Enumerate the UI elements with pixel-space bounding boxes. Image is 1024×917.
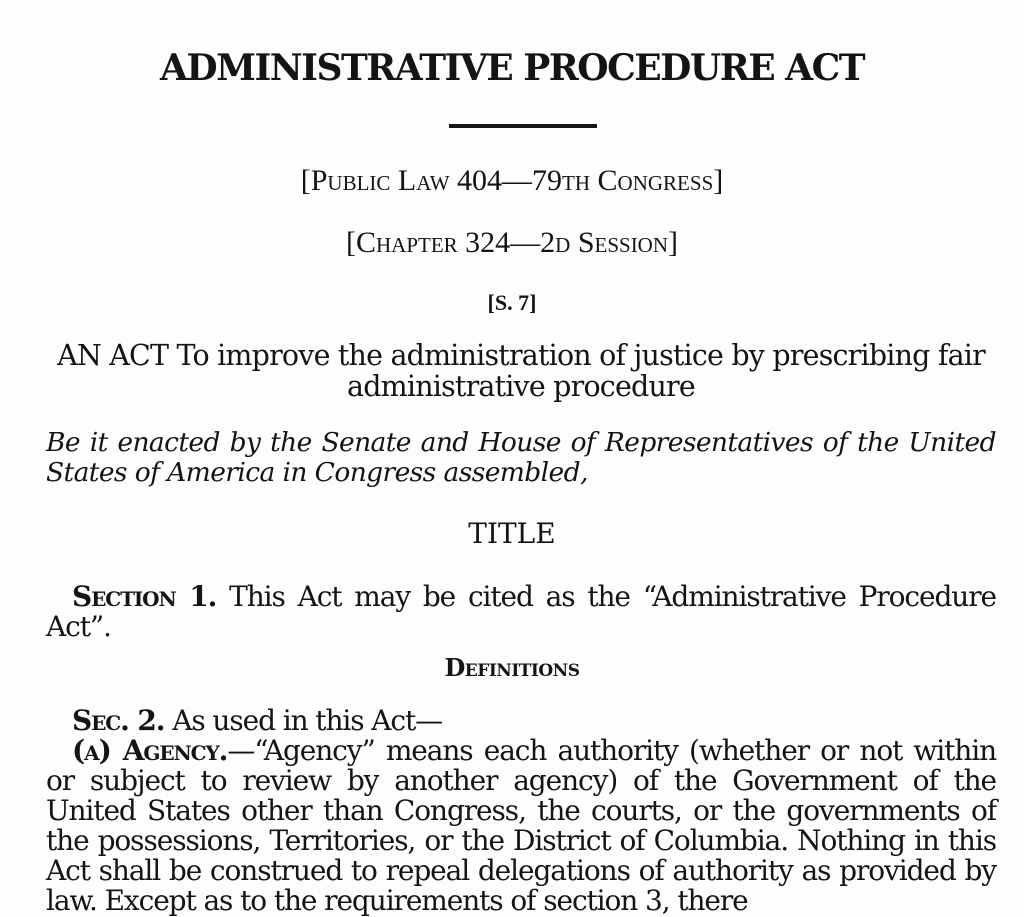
section-2-lead: Sec. 2.	[72, 704, 165, 737]
section-1-lead: Section 1.	[72, 580, 217, 613]
section-1	[46, 582, 996, 642]
section-2	[46, 706, 996, 916]
agency-text: —“Agency” means each authority (whether or not within or subject to review by another agency) of the Government of the United States other than Congress, the courts, or the governments of the possessions, Territories, or the District of Columbia. Nothing in this Act shall be construed to repeal delegations of authority as provided by law. Except as to the requirements of section 3, there	[46, 734, 996, 917]
definition-agency	[46, 736, 996, 916]
agency-lead: (a) Agency.	[72, 734, 228, 767]
enacting-clause: Be it enacted by the Senate and House of Representatives of the United States of America in Congress assembled,	[46, 427, 996, 488]
section-2-intro	[46, 706, 996, 736]
chapter-line: [Chapter 324—2d Session]	[345, 226, 679, 259]
section-2-text: As used in this Act—	[164, 704, 443, 737]
public-law-line: [Public Law 404—79th Congress]	[300, 164, 724, 197]
title-heading: TITLE	[468, 517, 556, 550]
definitions-heading: Definitions	[444, 653, 580, 682]
section-1-text: This Act may be cited as the “Administrative Procedure Act”.	[46, 580, 996, 643]
document-title: ADMINISTRATIVE PROCEDURE ACT	[159, 47, 865, 89]
bill-number: [S. 7]	[487, 290, 537, 315]
act-purpose: AN ACT To improve the administration of justice by prescribing fair administrative procedure	[57, 339, 985, 403]
title-rule	[449, 124, 597, 128]
